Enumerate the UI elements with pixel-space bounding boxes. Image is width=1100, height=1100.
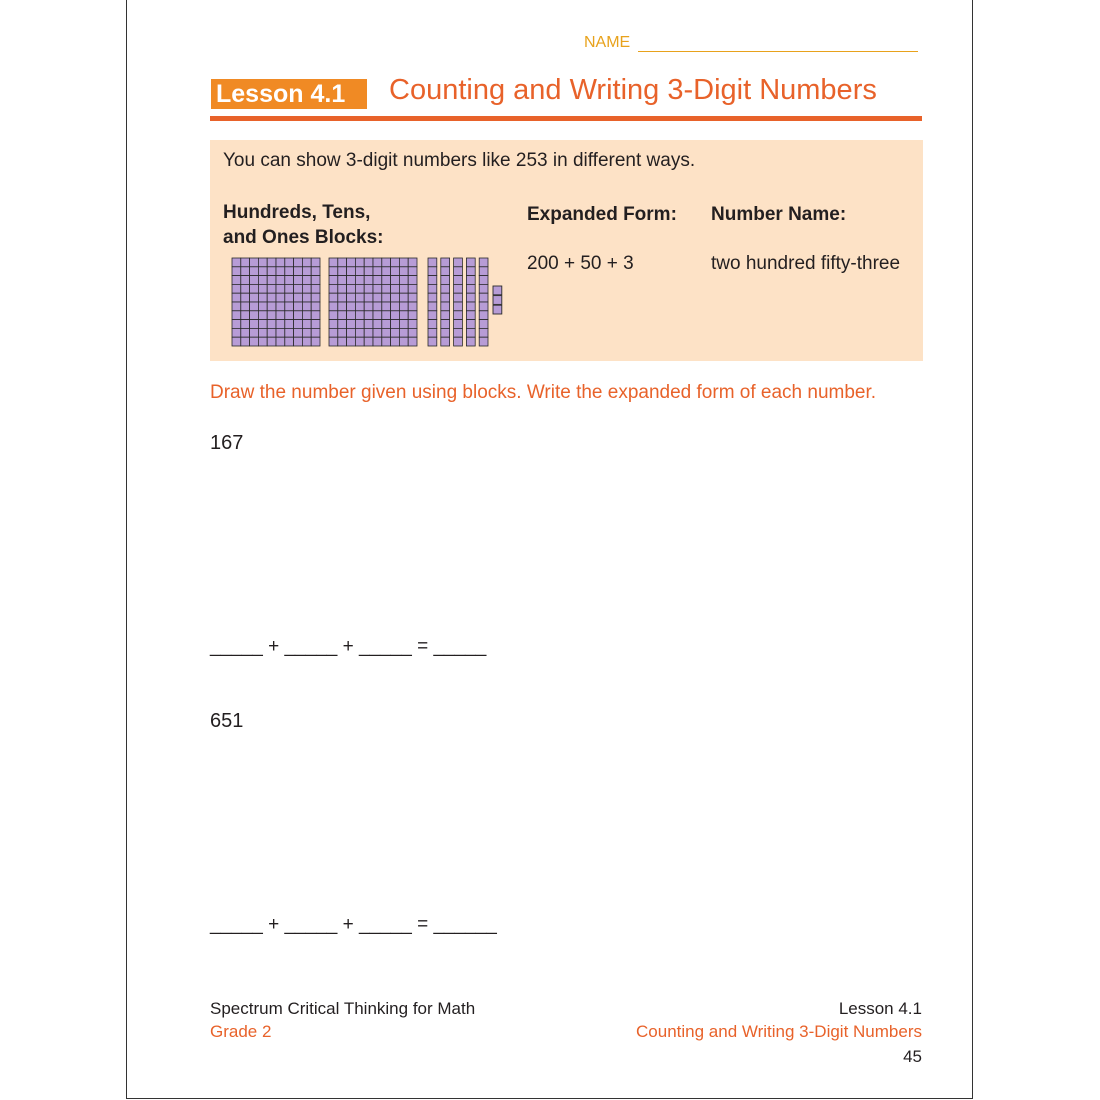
blocks-heading-line2: and Ones Blocks: [223, 227, 384, 248]
ones-cube [493, 296, 502, 305]
page-number: 45 [903, 1047, 922, 1066]
problem-1-number: 167 [210, 432, 244, 454]
problem-2-equation: _____ + _____ + _____ = ______ [210, 914, 497, 935]
expanded-form-value: 200 + 50 + 3 [527, 253, 634, 274]
blocks-heading-line1: Hundreds, Tens, [223, 202, 371, 223]
problem-1-equation: _____ + _____ + _____ = _____ [210, 636, 487, 657]
tens-rod [479, 258, 488, 346]
base-ten-blocks [0, 0, 1100, 400]
lesson-title: Counting and Writing 3-Digit Numbers [389, 74, 877, 106]
tens-rod [466, 258, 475, 346]
number-name-value: two hundred fifty-three [711, 253, 901, 274]
tens-rod [454, 258, 463, 346]
footer-grade: Grade 2 [210, 1022, 272, 1041]
example-intro: You can show 3-digit numbers like 253 in different ways. [223, 150, 696, 171]
hundreds-block [329, 258, 417, 346]
name-label: NAME [584, 34, 631, 51]
number-name-heading: Number Name: [711, 204, 847, 225]
tens-rod [428, 258, 437, 346]
ones-cube [493, 305, 502, 314]
ones-cube [493, 286, 502, 295]
directions: Draw the number given using blocks. Write the expanded form of each number. [210, 382, 877, 403]
expanded-form-heading: Expanded Form: [527, 204, 677, 225]
footer-lesson: Lesson 4.1 [838, 999, 922, 1018]
tens-rod [441, 258, 450, 346]
footer-book: Spectrum Critical Thinking for Math [210, 999, 476, 1018]
footer-lesson-title: Counting and Writing 3-Digit Numbers [636, 1022, 922, 1041]
lesson-badge: Lesson 4.1 [211, 79, 367, 109]
problem-2-number: 651 [210, 710, 244, 732]
hundreds-block [232, 258, 320, 346]
